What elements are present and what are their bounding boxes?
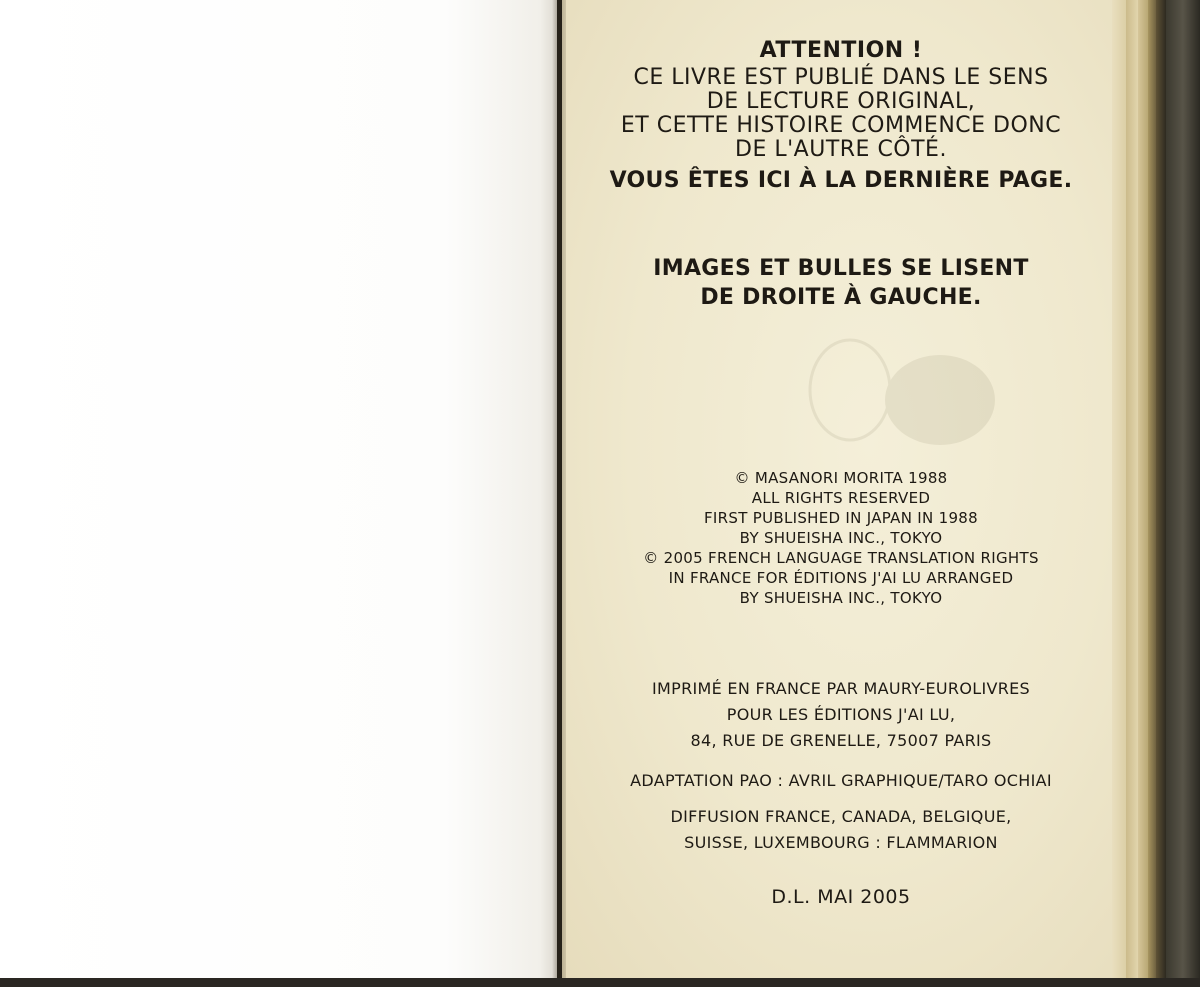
reading-direction-line: IMAGES ET BULLES SE LISENT [653,256,1029,281]
printer-info [562,676,1120,754]
faint-illustration [790,330,1010,460]
copyright-line: BY SHUEISHA INC., TOKYO [739,529,943,547]
copyright-line: ALL RIGHTS RESERVED [751,489,931,507]
printer-line: 84, RUE DE GRENELLE, 75007 PARIS [690,731,992,750]
book-cover-edge [1166,0,1200,978]
copyright-notice [562,468,1120,608]
page-edge [1156,0,1166,978]
printer-line: IMPRIMÉ EN FRANCE PAR MAURY-EUROLIVRES [652,679,1030,698]
distribution-info [562,804,1120,856]
copyright-line: IN FRANCE FOR ÉDITIONS J'AI LU ARRANGED [668,569,1014,587]
reading-direction [562,254,1120,312]
distribution-line: SUISSE, LUXEMBOURG : FLAMMARION [684,833,998,852]
copyright-line: BY SHUEISHA INC., TOKYO [739,589,943,607]
copyright-line: FIRST PUBLISHED IN JAPAN IN 1988 [704,509,978,527]
printer-line: POUR LES ÉDITIONS J'AI LU, [726,705,956,724]
reading-warning [562,36,1120,195]
warning-title: ATTENTION ! [759,38,923,63]
last-page-notice: VOUS ÊTES ICI À LA DERNIÈRE PAGE. [609,168,1073,193]
page-edge [1126,0,1138,978]
warning-line: DE L'AUTRE CÔTÉ. [735,137,947,162]
adaptation-credit [562,768,1120,794]
page-edge [1138,0,1148,978]
legal-deposit [562,884,1120,910]
reading-direction-line: DE DROITE À GAUCHE. [700,285,982,310]
scan-bottom-shadow [0,978,1200,987]
copyright-line: © 2005 FRENCH LANGUAGE TRANSLATION RIGHTS [643,549,1039,567]
warning-line: ET CETTE HISTOIRE COMMENCE DONC [620,113,1062,138]
adaptation-line: ADAPTATION PAO : AVRIL GRAPHIQUE/TARO OCHIAI [630,771,1052,790]
page-edge [1148,0,1156,978]
left-blank-page [0,0,557,978]
distribution-line: DIFFUSION FRANCE, CANADA, BELGIQUE, [670,807,1012,826]
warning-line: DE LECTURE ORIGINAL, [706,89,976,114]
copyright-line: © MASANORI MORITA 1988 [734,469,948,487]
legal-deposit-line: D.L. MAI 2005 [771,886,911,908]
warning-line: CE LIVRE EST PUBLIÉ DANS LE SENS [633,65,1049,90]
